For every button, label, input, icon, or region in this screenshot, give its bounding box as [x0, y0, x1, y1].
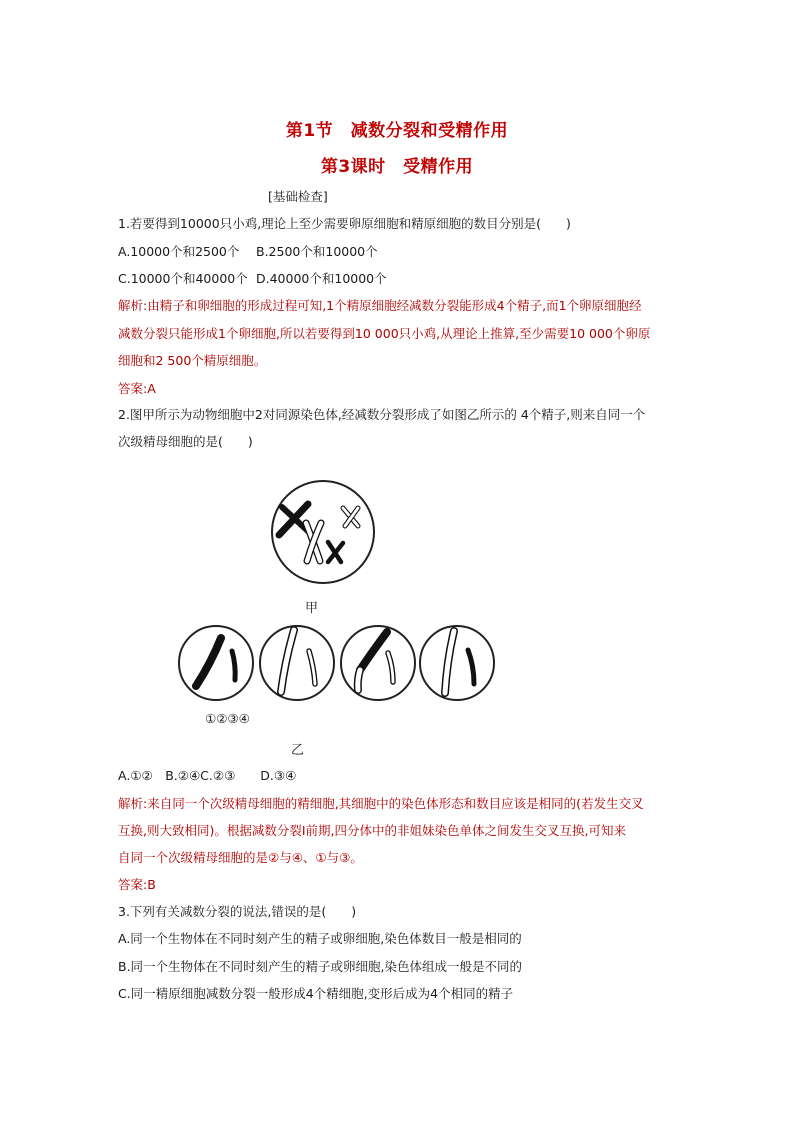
- q1-answer: 答案:A: [118, 381, 156, 396]
- sperm-cell-1: [179, 626, 253, 700]
- q1-option-d: D.40000个和10000个: [256, 271, 387, 286]
- q2-answer: 答案:B: [118, 877, 156, 892]
- q3-stem: 3.下列有关减数分裂的说法,错误的是( ): [118, 904, 357, 919]
- section-title: 第1节 减数分裂和受精作用: [285, 121, 509, 141]
- figure-label-yi: 乙: [291, 743, 305, 758]
- q3-option-a: A.同一个生物体在不同时刻产生的精子或卵细胞,染色体数目一般是相同的: [118, 931, 522, 946]
- q1-analysis-line: 细胞和2 500个精原细胞。: [118, 353, 267, 368]
- lesson-title: 第3课时 受精作用: [320, 157, 474, 177]
- q1-option-c: C.10000个和40000个: [118, 271, 248, 286]
- q1-option-a: A.10000个和2500个: [118, 244, 240, 259]
- q3-option-b: B.同一个生物体在不同时刻产生的精子或卵细胞,染色体组成一般是不同的: [118, 959, 523, 974]
- sperm-cell-4: [420, 626, 494, 700]
- figure-numbers: ①②③④: [205, 711, 250, 726]
- cell-jia: [272, 481, 374, 583]
- q2-stem-line: 次级精母细胞的是( ): [118, 434, 253, 449]
- sperm-cell-3: [341, 626, 415, 700]
- q1-option-b: B.2500个和10000个: [256, 244, 378, 259]
- figure-label-jia: 甲: [305, 601, 319, 616]
- section-label: [基础检查]: [268, 189, 328, 204]
- q2-options: A.①② B.②④C.②③ D.③④: [118, 768, 297, 783]
- q2-analysis-line: 自同一个次级精母细胞的是②与④、①与③。: [118, 850, 363, 865]
- q2-analysis-line: 互换,则大致相同)。根据减数分裂Ⅰ前期,四分体中的非姐妹染色单体之间发生交叉互换,可知来: [118, 823, 626, 838]
- q3-option-c: C.同一精原细胞减数分裂一般形成4个精细胞,变形后成为4个相同的精子: [118, 986, 514, 1001]
- sperm-cell-2: [260, 626, 334, 700]
- q2-analysis-line: 解析:来自同一个次级精母细胞的精细胞,其细胞中的染色体形态和数目应该是相同的(若发生交叉: [118, 796, 644, 811]
- q1-stem: 1.若要得到10000只小鸡,理论上至少需要卵原细胞和精原细胞的数目分别是( ): [118, 216, 571, 231]
- q1-analysis-line: 减数分裂只能形成1个卵细胞,所以若要得到10 000只小鸡,从理论上推算,至少需要10 000个卵原: [118, 326, 651, 341]
- q1-analysis-line: 解析:由精子和卵细胞的形成过程可知,1个精原细胞经减数分裂能形成4个精子,而1个卵原细胞经: [118, 298, 642, 313]
- q2-stem-line: 2.图甲所示为动物细胞中2对同源染色体,经减数分裂形成了如图乙所示的 4个精子,则来自同一个: [118, 407, 646, 422]
